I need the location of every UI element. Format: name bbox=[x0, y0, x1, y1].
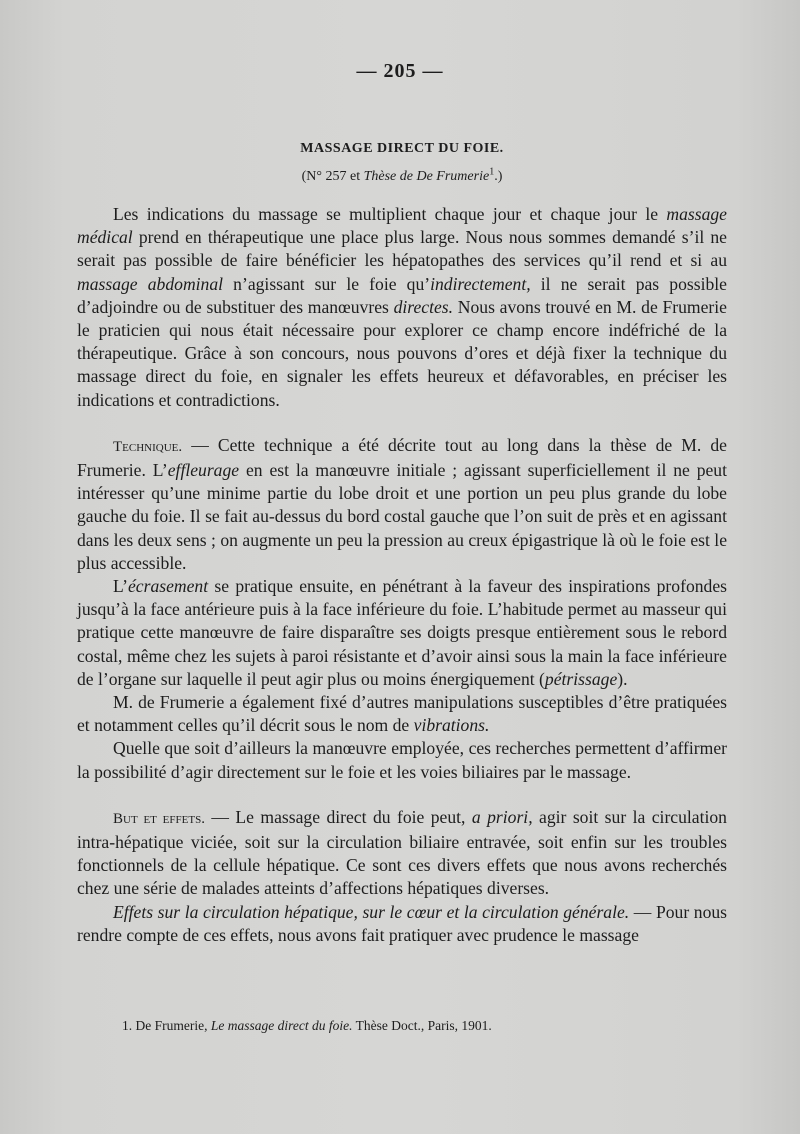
text-run: Nous avons trouvé en M. de Frumerie le praticien qui nous était nécessaire pour explorer ce champ encore indéfriché de la thérapeutique. Grâce à son concours, nous pouvons d’ores et déjà fixer la technique du massage direct du foie, en signaler les effets heureux et défavorables, en préciser les indications et contradictions. bbox=[77, 296, 727, 410]
text-run: n’agissant sur le foie qu’ bbox=[223, 273, 431, 294]
italic-run: pétrissage bbox=[544, 668, 618, 689]
text-run: — Le massage direct du foie peut, bbox=[204, 806, 472, 827]
italic-run: massage abdominal bbox=[77, 273, 224, 294]
text-run: agir soit sur la circulation intra-hépatique viciée, soit sur la circulation biliaire entravée, soit enfin sur les troubles fonctionnels de la cellule hépatique. Ce sont ces divers effets que nous avons recherchés chez une série de malades atteints d’affections hépatiques diverses. bbox=[77, 806, 727, 899]
footnote-ref: 1 bbox=[489, 166, 495, 178]
italic-run: a priori, bbox=[471, 806, 533, 827]
text-run: se pratique ensuite, en pénétrant à la faveur des inspirations profondes jusqu’à la face antérieure puis à la face inférieure du foie. L’habitude permet au masseur qui pratique cette manœuvre de faire disparaître ses doigts presque entièrement sous le rebord costal, même chez les sujets à paroi résistante et d’avoir ainsi sous la main la face inférieure de l’organe sur laquelle il peut agir plus ou moins énergiquement ( bbox=[77, 576, 727, 689]
paragraph-ecrasement bbox=[77, 575, 727, 691]
text-run: en est la manœuvre initiale ; agissant superficiellement il ne peut intéresser qu’une minime partie du lobe droit et une portion un peu plus grande du lobe gauche du foie. Il se fait au-dessus du bord costal gauche que l’on suit de près et en agissant dans les deux sens ; on augmente un peu la pression au creux épigastrique là où le foie est le plus accessible. bbox=[77, 460, 727, 573]
text-run: Les indications du massage se multiplient chaque jour et chaque jour le bbox=[113, 204, 667, 224]
italic-run: Le massage direct du foie. bbox=[210, 1018, 353, 1033]
paragraph-vibrations bbox=[77, 691, 727, 737]
text-run: prend en thérapeutique une place plus large. Nous nous sommes demandé s’il ne serait pas possible de faire bénéficier les hépatopathes des services qu’il rend et si au bbox=[77, 227, 727, 271]
italic-run: massage médical bbox=[77, 204, 727, 248]
paragraph-but-effets bbox=[77, 806, 727, 901]
section-title: MASSAGE DIRECT DU FOIE. bbox=[300, 141, 504, 156]
italic-run: effleurage bbox=[167, 460, 240, 481]
section-subtitle bbox=[77, 166, 727, 188]
section-heading-technique: Technique. bbox=[113, 438, 183, 455]
text-run: Thèse Doct., Paris, 1901. bbox=[352, 1018, 492, 1033]
subtitle-close: .) bbox=[494, 169, 503, 184]
text-run: — Pour nous rendre compte de ces effets, nous avons fait pratiquer avec prudence le massage bbox=[77, 901, 728, 945]
text-run: 1. De Frumerie, bbox=[122, 1018, 211, 1033]
italic-run: directes. bbox=[393, 296, 454, 317]
text-run: L’ bbox=[113, 576, 128, 597]
paragraph-effets-circulation bbox=[77, 901, 727, 947]
text-run: ). bbox=[617, 668, 628, 689]
paragraph-conclusion: Quelle que soit d’ailleurs la manœuvre employée, ces recherches permettent d’affirmer la possibilité d’agir directement sur le foie et les voies biliaires par le massage. bbox=[77, 738, 727, 782]
section-heading-but-effets: But et effets. bbox=[113, 810, 205, 827]
page-number: — 205 — bbox=[356, 60, 444, 82]
paragraph-technique bbox=[77, 434, 727, 575]
paragraph-intro bbox=[77, 203, 727, 412]
text-run: — Cette technique a été décrite tout au long dans la thèse de M. de Frumerie. L’ bbox=[77, 434, 727, 481]
italic-run: indirectement, bbox=[430, 273, 531, 294]
footnote bbox=[122, 1017, 492, 1035]
italic-run: écrasement bbox=[128, 576, 209, 597]
page-body bbox=[77, 138, 727, 947]
text-run: il ne serait pas possible d’adjoindre ou de substituer des manœuvres bbox=[77, 273, 727, 317]
subtitle-open: (N° 257 et bbox=[301, 169, 364, 184]
italic-run: Effets sur la circulation hépatique, sur le cœur et la circulation générale. bbox=[113, 901, 630, 922]
italic-run: vibrations. bbox=[413, 715, 490, 736]
subtitle-thesis: Thèse de De Frumerie bbox=[363, 169, 490, 184]
text-run: M. de Frumerie a également fixé d’autres manipulations susceptibles d’être pratiquées et notamment celles qu’il décrit sous le nom de bbox=[77, 692, 727, 736]
